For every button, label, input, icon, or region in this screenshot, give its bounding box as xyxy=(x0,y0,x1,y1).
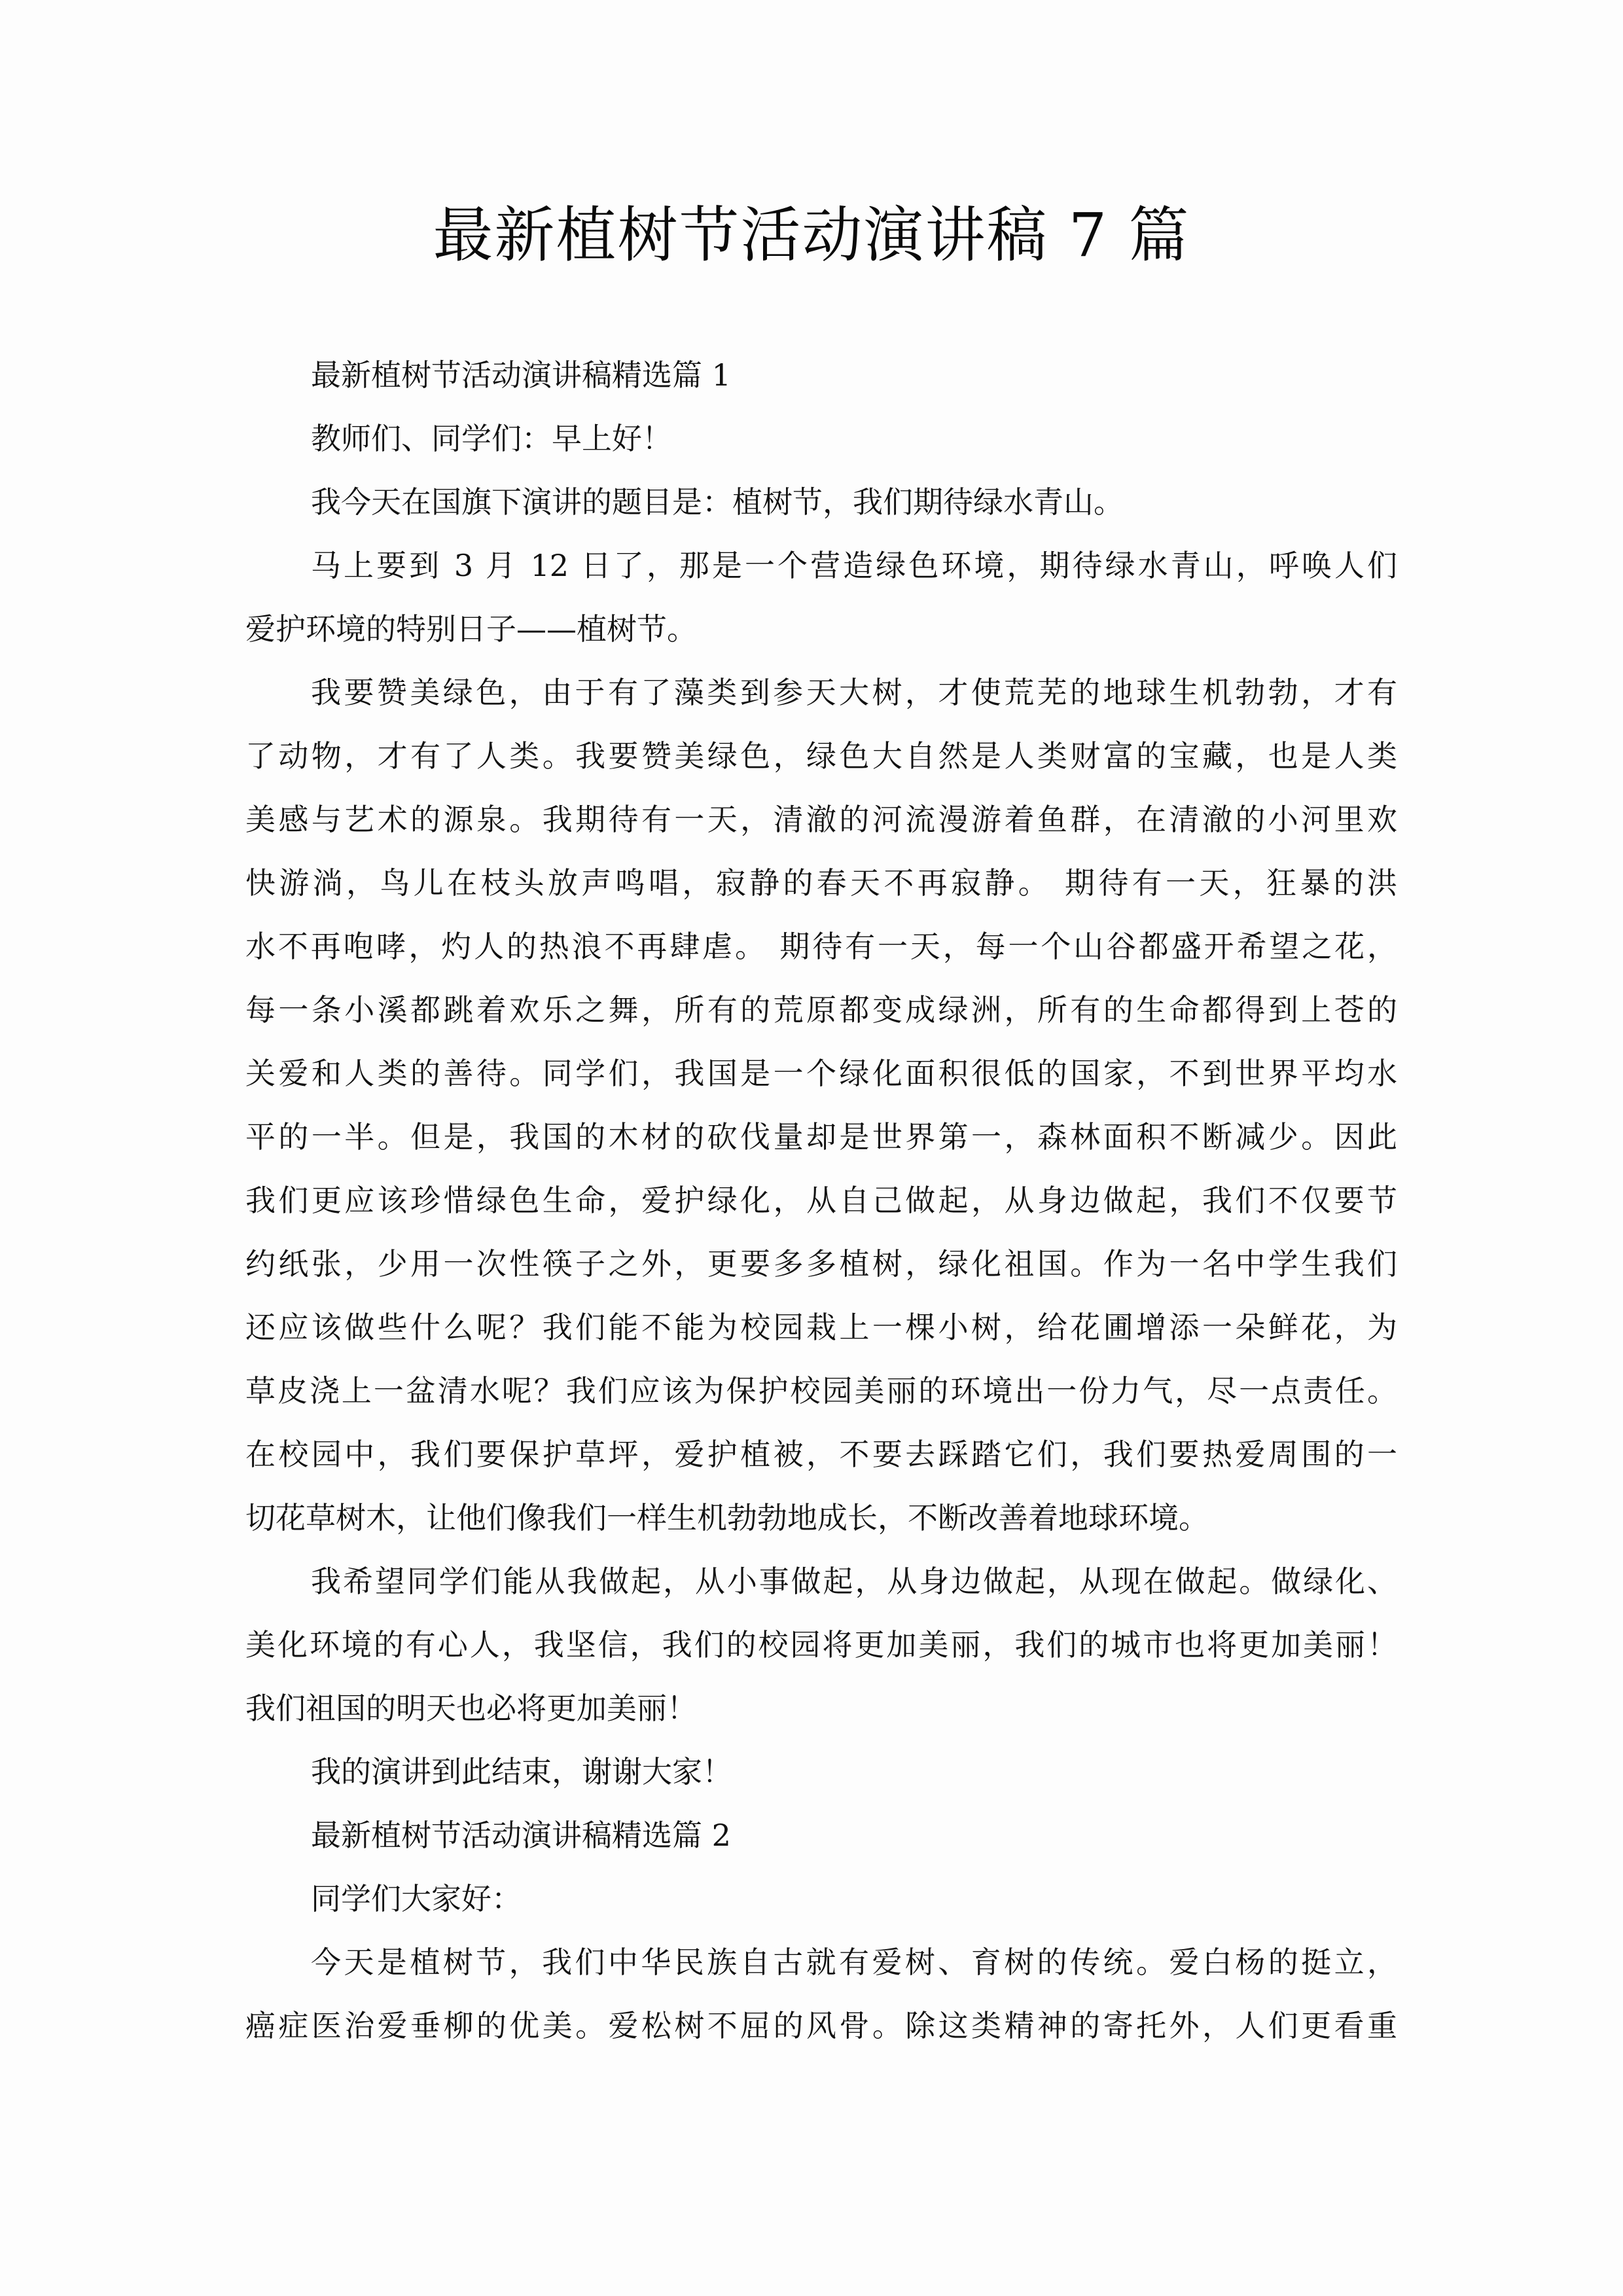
paragraph-line: 平的一半。但是，我国的木材的砍伐量却是世界第一，森林面积不断减少。因此 xyxy=(245,1119,1397,1155)
paragraph-line: 每一条小溪都跳着欢乐之舞，所有的荒原都变成绿洲，所有的生命都得到上苍的 xyxy=(245,992,1397,1028)
greeting-line: 同学们大家好： xyxy=(311,1881,522,1916)
paragraph-line: 癌症医治爱垂柳的优美。爱松树不屈的风骨。除这类精神的寄托外，人们更看重 xyxy=(245,2008,1397,2043)
paragraph-line: 水不再咆哮，灼人的热浪不再肆虐。 期待有一天，每一个山谷都盛开希望之花， xyxy=(245,929,1397,964)
section-heading-1: 最新植树节活动演讲稿精选篇 1 xyxy=(311,357,731,393)
paragraph-line: 我希望同学们能从我做起，从小事做起，从身边做起，从现在做起。做绿化、 xyxy=(311,1564,1397,1599)
section-heading-2: 最新植树节活动演讲稿精选篇 2 xyxy=(311,1818,731,1853)
paragraph-line: 我们祖国的明天也必将更加美丽！ xyxy=(245,1691,697,1726)
greeting-line: 教师们、同学们：早上好！ xyxy=(311,421,672,456)
paragraph-line: 马上要到 3 月 12 日了，那是一个营造绿色环境，期待绿水青山，呼唤人们 xyxy=(311,548,1397,583)
closing-line: 我的演讲到此结束，谢谢大家！ xyxy=(311,1754,732,1789)
paragraph-line: 爱护环境的特别日子——植树节。 xyxy=(245,611,697,647)
paragraph-line: 我们更应该珍惜绿色生命，爱护绿化，从自己做起，从身边做起，我们不仅要节 xyxy=(245,1183,1397,1218)
paragraph-line: 还应该做些什么呢？我们能不能为校园栽上一棵小树，给花圃增添一朵鲜花，为 xyxy=(245,1310,1397,1345)
paragraph-line: 草皮浇上一盆清水呢？我们应该为保护校园美丽的环境出一份力气，尽一点责任。 xyxy=(245,1373,1397,1408)
paragraph-line: 在校园中，我们要保护草坪，爱护植被，不要去踩踏它们，我们要热爱周围的一 xyxy=(245,1437,1397,1472)
paragraph-line: 我今天在国旗下演讲的题目是：植树节，我们期待绿水青山。 xyxy=(311,484,1124,520)
paragraph-line: 约纸张，少用一次性筷子之外，更要多多植树，绿化祖国。作为一名中学生我们 xyxy=(245,1246,1397,1282)
paragraph-line: 我要赞美绿色，由于有了藻类到参天大树，才使荒芜的地球生机勃勃，才有 xyxy=(311,675,1397,710)
paragraph-line: 美感与艺术的源泉。我期待有一天，清澈的河流漫游着鱼群，在清澈的小河里欢 xyxy=(245,802,1397,837)
paragraph-line: 美化环境的有心人，我坚信，我们的校园将更加美丽，我们的城市也将更加美丽！ xyxy=(245,1627,1397,1662)
paragraph-line: 快游淌，鸟儿在枝头放声鸣唱，寂静的春天不再寂静。 期待有一天，狂暴的洪 xyxy=(245,865,1397,901)
paragraph-line: 关爱和人类的善待。同学们，我国是一个绿化面积很低的国家，不到世界平均水 xyxy=(245,1056,1397,1091)
paragraph-line: 今天是植树节，我们中华民族自古就有爱树、育树的传统。爱白杨的挺立， xyxy=(311,1945,1397,1980)
paragraph-line: 切花草树木，让他们像我们一样生机勃勃地成长，不断改善着地球环境。 xyxy=(245,1500,1209,1535)
paragraph-line: 了动物，才有了人类。我要赞美绿色，绿色大自然是人类财富的宝藏，也是人类 xyxy=(245,738,1397,774)
document-body xyxy=(245,344,1397,2058)
document-title: 最新植树节活动演讲稿 7 篇 xyxy=(433,200,1190,270)
